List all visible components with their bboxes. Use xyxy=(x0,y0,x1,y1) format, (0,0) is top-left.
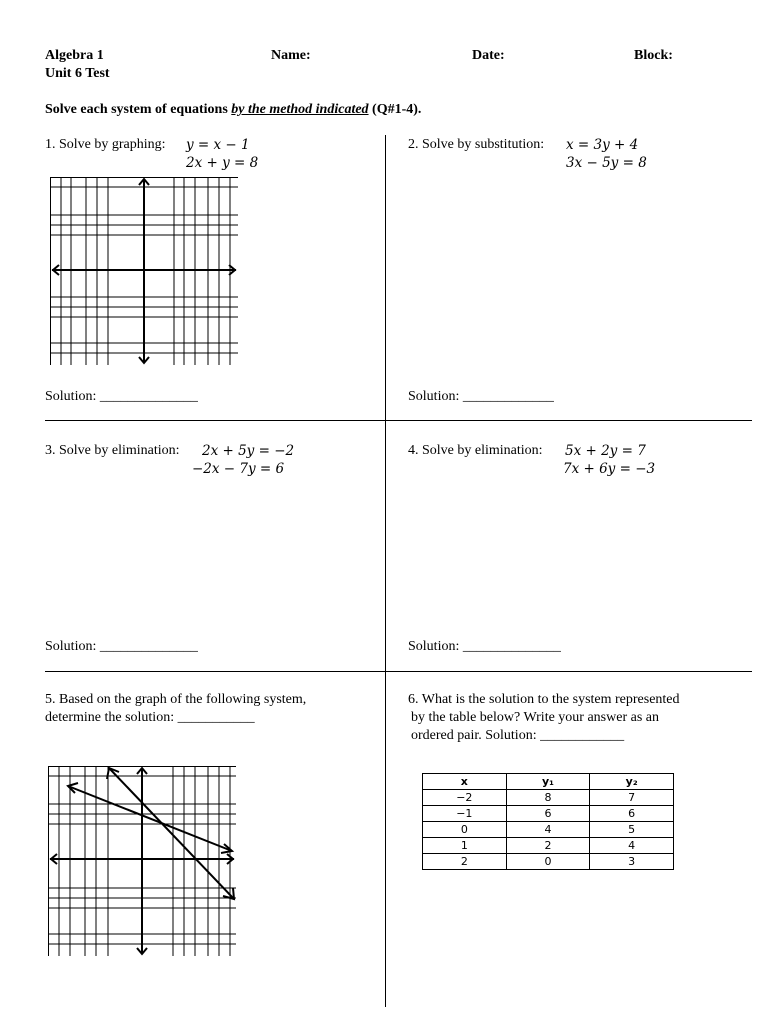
table-cell: 1 xyxy=(423,838,507,854)
table-cell: 2 xyxy=(506,838,590,854)
table-cell: 0 xyxy=(506,854,590,870)
table-cell: 8 xyxy=(506,790,590,806)
q4-equation-2: 7x + 6y = −3 xyxy=(563,461,656,477)
q5-system-graph xyxy=(48,766,236,956)
q6-prompt-line-3: ordered pair. Solution: ____________ xyxy=(411,728,625,743)
table-header-row xyxy=(423,774,674,790)
table-cell: −1 xyxy=(423,806,507,822)
table-cell: 6 xyxy=(590,806,674,822)
horizontal-divider-2 xyxy=(45,671,752,672)
q6-prompt-line-2: by the table below? Write your answer as an xyxy=(411,710,659,725)
q1-coordinate-grid xyxy=(50,177,238,365)
vertical-divider xyxy=(385,135,386,1007)
q2-solution-label: Solution: _____________ xyxy=(408,389,554,404)
table-cell: 6 xyxy=(506,806,590,822)
q1-equation-1: y = x − 1 xyxy=(186,137,250,153)
q4-equation-1: 5x + 2y = 7 xyxy=(565,443,646,459)
table-header-x: x xyxy=(423,774,507,790)
q5-prompt-line-2: determine the solution: ___________ xyxy=(45,710,255,725)
q6-values-table xyxy=(422,773,674,870)
q2-equation-1: x = 3y + 4 xyxy=(566,137,639,153)
instructions-method: by the method indicated xyxy=(231,102,369,117)
date-label: Date: xyxy=(472,48,505,63)
table-cell: 5 xyxy=(590,822,674,838)
course-title: Algebra 1 xyxy=(45,48,104,63)
unit-title: Unit 6 Test xyxy=(45,66,110,81)
q4-solution-label: Solution: ______________ xyxy=(408,639,561,654)
table-cell: 7 xyxy=(590,790,674,806)
q3-solution-label: Solution: ______________ xyxy=(45,639,198,654)
q6-prompt-line-1: 6. What is the solution to the system represented xyxy=(408,692,680,707)
table-row xyxy=(423,790,674,806)
block-label: Block: xyxy=(634,48,673,63)
table-row xyxy=(423,838,674,854)
table-row xyxy=(423,806,674,822)
horizontal-divider-1 xyxy=(45,420,752,421)
instructions-tail: (Q#1-4). xyxy=(368,102,422,117)
instructions-lead: Solve each system of equations xyxy=(45,102,232,117)
table-cell: −2 xyxy=(423,790,507,806)
table-cell: 3 xyxy=(590,854,674,870)
q3-prompt: 3. Solve by elimination: xyxy=(45,443,180,458)
q2-equation-2: 3x − 5y = 8 xyxy=(566,155,647,171)
table-row xyxy=(423,822,674,838)
name-label: Name: xyxy=(271,48,311,63)
instructions xyxy=(45,102,421,118)
table-header-y1: y₁ xyxy=(506,774,590,790)
q1-equation-2: 2x + y = 8 xyxy=(186,155,259,171)
q3-equation-1: 2x + 5y = −2 xyxy=(202,443,295,459)
q1-solution-label: Solution: ______________ xyxy=(45,389,198,404)
q1-prompt: 1. Solve by graphing: xyxy=(45,137,166,152)
table-row xyxy=(423,854,674,870)
q5-prompt-line-1: 5. Based on the graph of the following system, xyxy=(45,692,307,707)
table-cell: 0 xyxy=(423,822,507,838)
q4-prompt: 4. Solve by elimination: xyxy=(408,443,543,458)
table-cell: 4 xyxy=(506,822,590,838)
q3-equation-2: −2x − 7y = 6 xyxy=(192,461,285,477)
q2-prompt: 2. Solve by substitution: xyxy=(408,137,545,152)
table-cell: 4 xyxy=(590,838,674,854)
table-cell: 2 xyxy=(423,854,507,870)
table-header-y2: y₂ xyxy=(590,774,674,790)
